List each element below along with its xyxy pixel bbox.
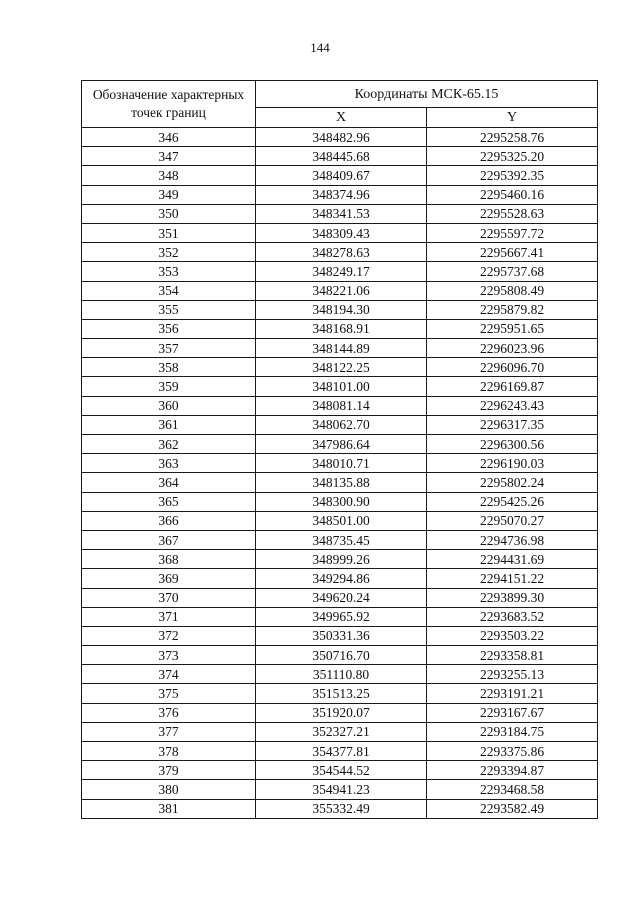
x-coordinate-cell: 348010.71 [256,454,427,473]
y-coordinate-cell: 2295737.68 [427,262,598,281]
x-coordinate-cell: 348501.00 [256,511,427,530]
coordinates-table [81,80,598,819]
x-coordinate-cell: 352327.21 [256,722,427,741]
x-coordinate-cell: 348249.17 [256,262,427,281]
table-row [82,511,598,530]
y-coordinate-cell: 2295808.49 [427,281,598,300]
x-coordinate-cell: 348168.91 [256,319,427,338]
point-id-cell: 369 [82,569,256,588]
table-row [82,396,598,415]
y-coordinate-cell: 2296169.87 [427,377,598,396]
point-id-cell: 358 [82,358,256,377]
y-coordinate-cell: 2296096.70 [427,358,598,377]
table-row [82,319,598,338]
point-id-cell: 361 [82,415,256,434]
point-id-cell: 356 [82,319,256,338]
x-coordinate-cell: 354377.81 [256,742,427,761]
table-row [82,281,598,300]
y-coordinate-cell: 2293503.22 [427,626,598,645]
y-coordinate-cell: 2294431.69 [427,550,598,569]
y-coordinate-cell: 2295879.82 [427,300,598,319]
table-row [82,530,598,549]
y-coordinate-cell: 2295460.16 [427,185,598,204]
point-id-cell: 372 [82,626,256,645]
table-header [82,81,598,128]
y-coordinate-cell: 2295325.20 [427,147,598,166]
table-row [82,147,598,166]
y-coordinate-cell: 2295802.24 [427,473,598,492]
y-coordinate-cell: 2296317.35 [427,415,598,434]
y-coordinate-cell: 2295951.65 [427,319,598,338]
table-row [82,243,598,262]
x-coordinate-cell: 354544.52 [256,761,427,780]
table-row [82,703,598,722]
point-id-cell: 366 [82,511,256,530]
table-row [82,588,598,607]
point-id-cell: 374 [82,665,256,684]
header-coordinates: Координаты МСК-65.15 [256,81,598,108]
point-id-cell: 364 [82,473,256,492]
table-row [82,722,598,741]
table-row [82,415,598,434]
point-id-cell: 362 [82,435,256,454]
header-row-top [82,81,598,108]
table-row [82,626,598,645]
table-row [82,185,598,204]
y-coordinate-cell: 2293683.52 [427,607,598,626]
table-row [82,492,598,511]
table-row [82,550,598,569]
x-coordinate-cell: 347986.64 [256,435,427,454]
y-coordinate-cell: 2296300.56 [427,435,598,454]
point-id-cell: 357 [82,339,256,358]
y-coordinate-cell: 2295425.26 [427,492,598,511]
y-coordinate-cell: 2295070.27 [427,511,598,530]
point-id-cell: 370 [82,588,256,607]
y-coordinate-cell: 2293582.49 [427,799,598,818]
table-row [82,646,598,665]
x-coordinate-cell: 348482.96 [256,128,427,147]
table-row [82,761,598,780]
point-id-cell: 354 [82,281,256,300]
y-coordinate-cell: 2295667.41 [427,243,598,262]
point-id-cell: 367 [82,530,256,549]
header-points: Обозначение характерных точек границ [82,81,256,128]
x-coordinate-cell: 351110.80 [256,665,427,684]
y-coordinate-cell: 2294151.22 [427,569,598,588]
table-row [82,339,598,358]
y-coordinate-cell: 2293899.30 [427,588,598,607]
y-coordinate-cell: 2293255.13 [427,665,598,684]
x-coordinate-cell: 348300.90 [256,492,427,511]
table-row [82,473,598,492]
y-coordinate-cell: 2293184.75 [427,722,598,741]
point-id-cell: 352 [82,243,256,262]
table-row [82,742,598,761]
point-id-cell: 355 [82,300,256,319]
y-coordinate-cell: 2296190.03 [427,454,598,473]
y-coordinate-cell: 2293375.86 [427,742,598,761]
table-row [82,799,598,818]
y-coordinate-cell: 2295258.76 [427,128,598,147]
x-coordinate-cell: 348445.68 [256,147,427,166]
point-id-cell: 351 [82,223,256,242]
x-coordinate-cell: 348062.70 [256,415,427,434]
header-y: Y [427,108,598,128]
point-id-cell: 378 [82,742,256,761]
table-row [82,454,598,473]
page-number: 144 [310,40,330,55]
point-id-cell: 350 [82,204,256,223]
table-row [82,684,598,703]
x-coordinate-cell: 349294.86 [256,569,427,588]
point-id-cell: 381 [82,799,256,818]
y-coordinate-cell: 2293394.87 [427,761,598,780]
table-row [82,166,598,185]
x-coordinate-cell: 348135.88 [256,473,427,492]
table-row [82,665,598,684]
y-coordinate-cell: 2295528.63 [427,204,598,223]
point-id-cell: 371 [82,607,256,626]
x-coordinate-cell: 348341.53 [256,204,427,223]
table-row [82,607,598,626]
x-coordinate-cell: 348735.45 [256,530,427,549]
y-coordinate-cell: 2293468.58 [427,780,598,799]
table-row [82,358,598,377]
point-id-cell: 360 [82,396,256,415]
point-id-cell: 348 [82,166,256,185]
y-coordinate-cell: 2296023.96 [427,339,598,358]
y-coordinate-cell: 2293358.81 [427,646,598,665]
point-id-cell: 368 [82,550,256,569]
x-coordinate-cell: 348278.63 [256,243,427,262]
x-coordinate-cell: 349965.92 [256,607,427,626]
x-coordinate-cell: 348194.30 [256,300,427,319]
y-coordinate-cell: 2295597.72 [427,223,598,242]
x-coordinate-cell: 348221.06 [256,281,427,300]
x-coordinate-cell: 351920.07 [256,703,427,722]
table-row [82,435,598,454]
point-id-cell: 376 [82,703,256,722]
table-row [82,569,598,588]
point-id-cell: 347 [82,147,256,166]
x-coordinate-cell: 350331.36 [256,626,427,645]
y-coordinate-cell: 2293167.67 [427,703,598,722]
point-id-cell: 380 [82,780,256,799]
point-id-cell: 365 [82,492,256,511]
x-coordinate-cell: 355332.49 [256,799,427,818]
header-x: X [256,108,427,128]
point-id-cell: 353 [82,262,256,281]
table-row [82,377,598,396]
x-coordinate-cell: 350716.70 [256,646,427,665]
x-coordinate-cell: 348122.25 [256,358,427,377]
point-id-cell: 377 [82,722,256,741]
point-id-cell: 363 [82,454,256,473]
table-row [82,262,598,281]
y-coordinate-cell: 2296243.43 [427,396,598,415]
table-row [82,780,598,799]
point-id-cell: 349 [82,185,256,204]
table-row [82,204,598,223]
table-row [82,300,598,319]
x-coordinate-cell: 348101.00 [256,377,427,396]
y-coordinate-cell: 2294736.98 [427,530,598,549]
x-coordinate-cell: 348999.26 [256,550,427,569]
x-coordinate-cell: 348144.89 [256,339,427,358]
x-coordinate-cell: 351513.25 [256,684,427,703]
point-id-cell: 373 [82,646,256,665]
x-coordinate-cell: 348081.14 [256,396,427,415]
x-coordinate-cell: 354941.23 [256,780,427,799]
point-id-cell: 375 [82,684,256,703]
point-id-cell: 359 [82,377,256,396]
y-coordinate-cell: 2293191.21 [427,684,598,703]
point-id-cell: 379 [82,761,256,780]
x-coordinate-cell: 349620.24 [256,588,427,607]
point-id-cell: 346 [82,128,256,147]
x-coordinate-cell: 348309.43 [256,223,427,242]
table-row [82,223,598,242]
x-coordinate-cell: 348374.96 [256,185,427,204]
table-row [82,128,598,147]
x-coordinate-cell: 348409.67 [256,166,427,185]
table-body [82,128,598,819]
y-coordinate-cell: 2295392.35 [427,166,598,185]
